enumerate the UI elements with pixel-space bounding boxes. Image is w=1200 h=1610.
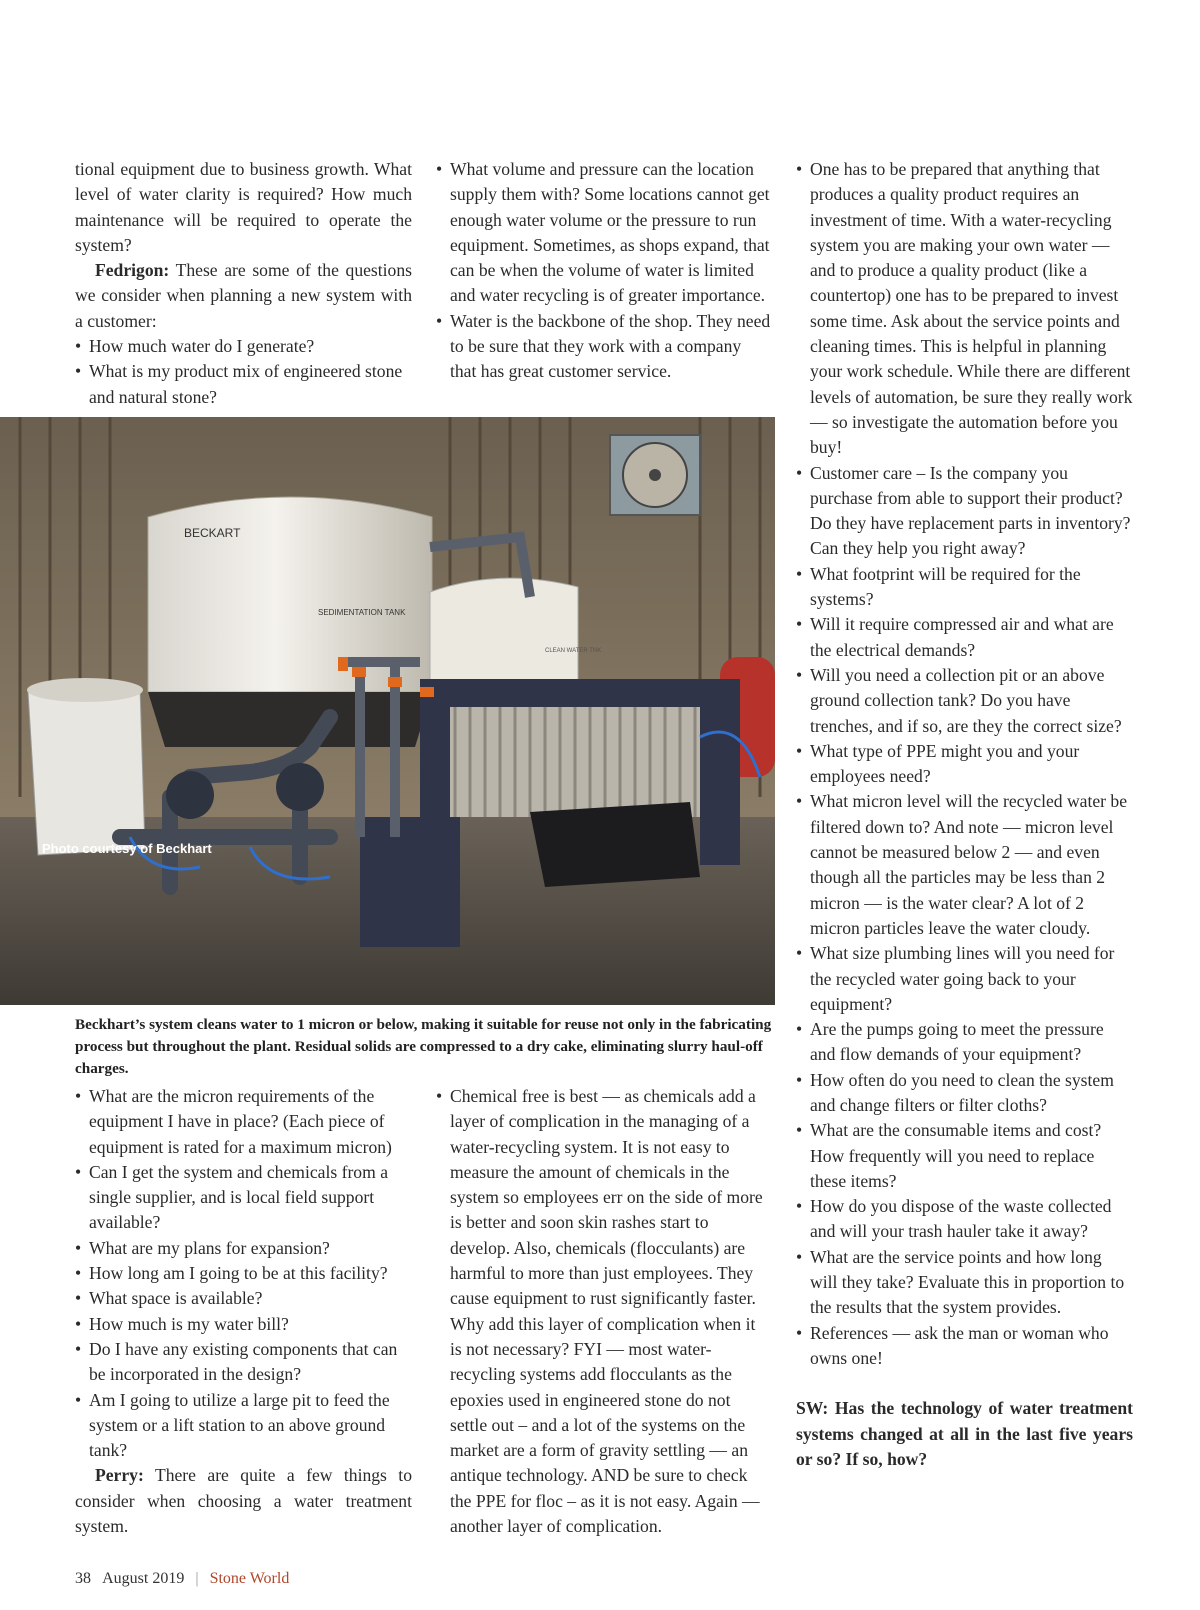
paragraph: [75, 1463, 412, 1539]
list-item: • How long am I going to be at this facility?: [75, 1261, 412, 1286]
column-3: [796, 157, 1133, 1472]
tank-label: BECKART: [184, 526, 241, 540]
column-1-bottom: [75, 1084, 412, 1539]
list-item: • What are the consumable items and cost? How frequently will you need to replace these items?: [796, 1118, 1133, 1194]
list-item: • What footprint will be required for the systems?: [796, 562, 1133, 613]
photo-credit: Photo courtesy of Beckhart: [42, 841, 212, 856]
list-item: • One has to be prepared that anything that produces a quality product requires an investment of time. With a water-recycling system you are making your own water — and to produce a quality product (like a countertop) one has to be prepared to invest some time. Ask about the service points and cleaning times. This is helpful in planning your work schedule. While there are different levels of automation, be sure they really work — so investigate the automation before you buy!: [796, 157, 1133, 461]
paragraph: [75, 258, 412, 334]
list-item: • Am I going to utilize a large pit to feed the system or a lift station to an above ground tank?: [75, 1388, 412, 1464]
list-item: • What size plumbing lines will you need for the recycled water going back to your equipment?: [796, 941, 1133, 1017]
list-item: • What micron level will the recycled water be filtered down to? And note — micron level cannot be measured below 2 — and even though all the particles may be less than 2 micron — is the water clear? A lot of 2 micron particles leave the water cloudy.: [796, 789, 1133, 941]
list-item: • What volume and pressure can the location supply them with? Some locations cannot get enough water volume or the pressure to run equipment. Sometimes, as shops expand, that can be when the volume of water is limited and water recycling is of greater importance.: [436, 157, 771, 309]
column-2-bottom: [436, 1084, 771, 1539]
column-2-top: [436, 157, 771, 385]
clean-tank-label: CLEAN WATER TNK: [545, 648, 602, 654]
list-item: • What space is available?: [75, 1286, 412, 1311]
list-item: • References — ask the man or woman who owns one!: [796, 1321, 1133, 1372]
speaker-name: Fedrigon:: [95, 260, 170, 281]
paragraph-text: These are some of the questions we consider when planning a new system with a customer:: [75, 260, 412, 331]
list-item: • How much is my water bill?: [75, 1312, 412, 1337]
tank-sub-label: SEDIMENTATION TANK: [318, 608, 406, 617]
list-item: • Customer care – Is the company you purchase from able to support their product? Do they have replacement parts in inventory? Can they help you right away?: [796, 461, 1133, 562]
list-item: • Will you need a collection pit or an above ground collection tank? Do you have trenches, and if so, are they the correct size?: [796, 663, 1133, 739]
list-item: • Will it require compressed air and what are the electrical demands?: [796, 612, 1133, 663]
photo-caption: Beckhart’s system cleans water to 1 micron or below, making it suitable for reuse not only in the fabricating process but throughout the plant. Residual solids are compressed to a dry cake, eliminating slurry haul-off charges.: [75, 1016, 772, 1077]
page-footer: [75, 1570, 289, 1588]
bullet-list: [75, 334, 412, 410]
list-item: • How much water do I generate?: [75, 334, 412, 359]
list-item: • What is my product mix of engineered stone and natural stone?: [75, 359, 412, 410]
list-item: • How often do you need to clean the system and change filters or filter cloths?: [796, 1068, 1133, 1119]
bullet-list: [796, 157, 1133, 1371]
issue-date: August 2019: [102, 1570, 185, 1587]
paragraph-text: There are quite a few things to consider when choosing a water treatment system.: [75, 1465, 412, 1537]
equipment-photo: [0, 417, 775, 1005]
list-item: • Do I have any existing components that can be incorporated in the design?: [75, 1337, 412, 1388]
bullet-list: [75, 1084, 412, 1463]
list-item: • Can I get the system and chemicals from a single supplier, and is local field support available?: [75, 1160, 412, 1236]
list-item: • Chemical free is best — as chemicals add a layer of complication in the managing of a water-recycling system. It is not easy to measure the amount of chemicals in the system so employees err on the side of more is better and soon skin rashes start to develop. Also, chemicals (flocculants) are harmful to more than just employees. They cause equipment to rust significantly faster. Why add this layer of complication when it is not necessary? FYI — most water-recycling systems add flocculants as the epoxies used in engineered stone do not settle out – and a lot of the systems on the market are a form of gravity settling — an antique technology. AND be sure to check the PPE for floc – as it is not easy. Again — another layer of complication.: [436, 1084, 771, 1539]
list-item: • What are the micron requirements of the equipment I have in place? (Each piece of equipment is rated for a maximum micron): [75, 1084, 412, 1160]
list-item: • What type of PPE might you and your employees need?: [796, 739, 1133, 790]
speaker-name: Perry:: [95, 1465, 144, 1486]
page-number: 38: [75, 1570, 91, 1587]
bullet-list: [436, 157, 771, 385]
magazine-name: Stone World: [209, 1570, 290, 1587]
footer-separator: |: [195, 1570, 199, 1587]
water-recycling-system-illustration: [0, 417, 775, 1005]
list-item: • Water is the backbone of the shop. They need to be sure that they work with a company that has great customer service.: [436, 309, 771, 385]
column-1-top: [75, 157, 412, 410]
list-item: • How do you dispose of the waste collected and will your trash hauler take it away?: [796, 1194, 1133, 1245]
interview-question: SW: Has the technology of water treatment systems changed at all in the last five years or so? If so, how?: [796, 1398, 1133, 1469]
bullet-list: [436, 1084, 771, 1539]
list-item: • What are my plans for expansion?: [75, 1236, 412, 1261]
list-item: • Are the pumps going to meet the pressure and flow demands of your equipment?: [796, 1017, 1133, 1068]
list-item: • What are the service points and how long will they take? Evaluate this in proportion to the results that the system provides.: [796, 1245, 1133, 1321]
paragraph: tional equipment due to business growth. What level of water clarity is required? How much maintenance will be required to operate the system?: [75, 159, 412, 255]
